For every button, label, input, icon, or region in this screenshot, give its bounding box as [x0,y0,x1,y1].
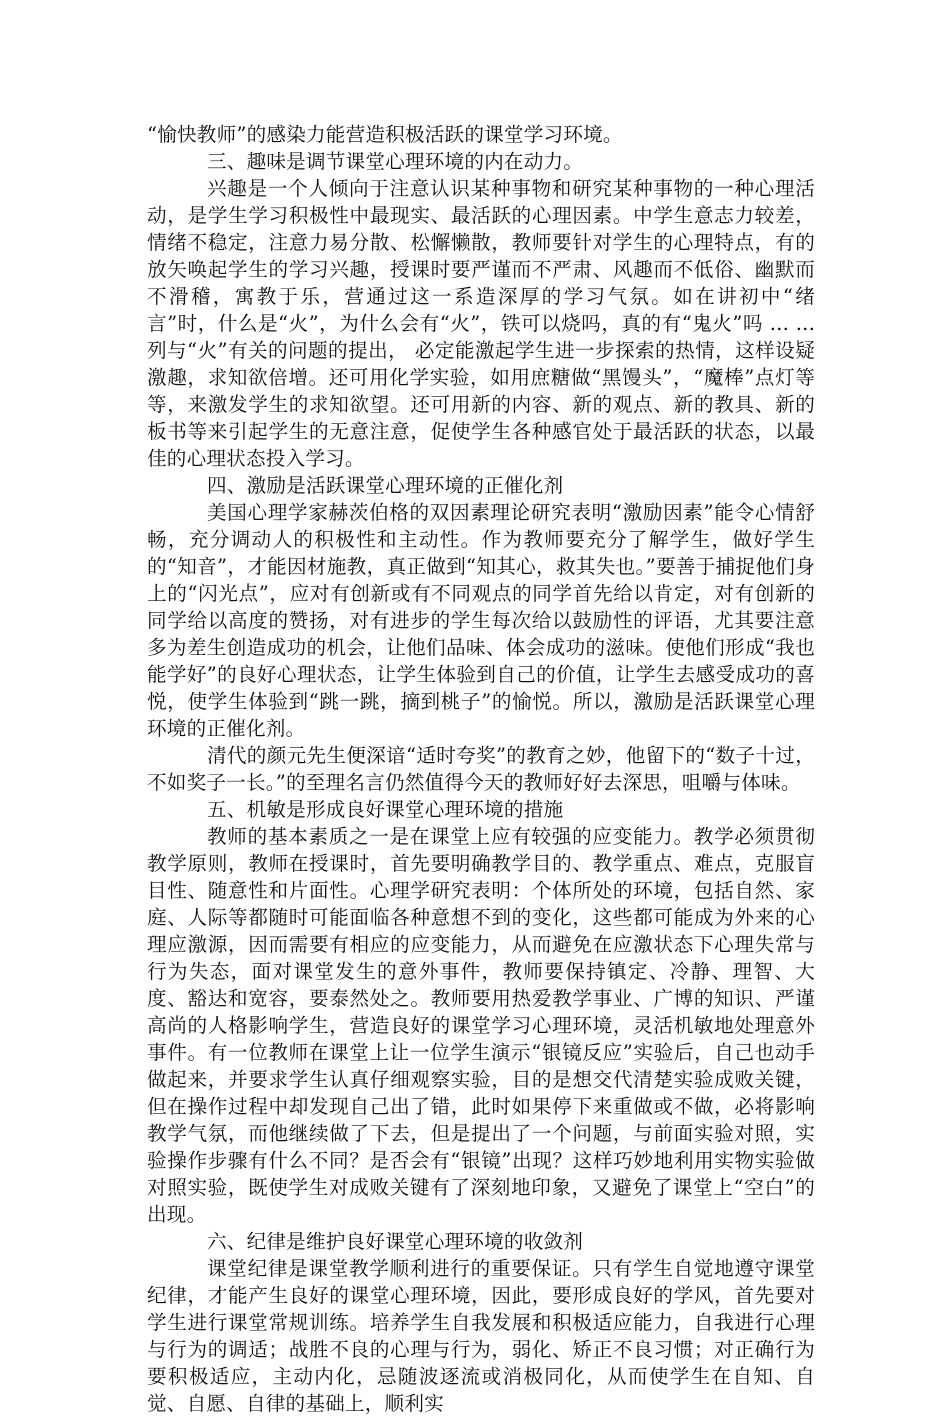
paragraph-interest: 兴趣是一个人倾向于注意认识某种事物和研究某种事物的一种心理活动，是学生学习积极性中最现实、最活跃的心理因素。中学生意志力较差，情绪不稳定，注意力易分散、松懈懒散，教师要针对学生的心理特点，有的放矢唤起学生的学习兴趣，授课时要严谨而不严肃、风趣而不低俗、幽默而不滑稽，寓教于乐，营通过这一系造深厚的学习气氛。如在讲初中“绪言”时，什么是“火”，为什么会有“火”，铁可以烧吗，真的有“鬼火”吗 ... ...列与“火”有关的问题的提出， 必定能激起学生进一步探索的热情，这样设疑激趣，求知欲倍增。还可用化学实验，如用庶糖做“黑馒头”，“魔棒”点灯等等，来激发学生的求知欲望。还可用新的内容、新的观点、新的教具、新的板书等来引起学生的无意注意，促使学生各种感官处于最活跃的状态，以最佳的心理状态投入学习。 [147,177,815,470]
document-body [147,121,815,1417]
section-heading-4: 四、激励是活跃课堂心理环境的正催化剂 [207,474,564,497]
paragraph-yan-yuan: 清代的颜元先生便深谙“适时夸奖”的教育之妙，他留下的“数子十过，不如奖子一长。”的至理名言仍然值得今天的教师好好去深思，咀嚼与体味。 [147,744,815,794]
paragraph-continuation: “愉快教师”的感染力能营造积极活跃的课堂学习环境。 [147,123,623,146]
paragraph-adaptability: 教师的基本素质之一是在课堂上应有较强的应变能力。教学必须贯彻教学原则，教师在授课时，首先要明确教学目的、教学重点、难点，克服盲目性、随意性和片面性。心理学研究表明：个体所处的环境，包括自然、家庭、人际等都随时可能面临各种意想不到的变化，这些都可能成为外来的心理应激源，因而需要有相应的应变能力，从而避免在应激状态下心理失常与行为失态，面对课堂发生的意外事件，教师要保持镇定、冷静、理智、大度、豁达和宽容，要泰然处之。教师要用热爱教学事业、广博的知识、严谨高尚的人格影响学生，营造良好的课堂学习心理环境，灵活机敏地处理意外事件。有一位教师在课堂上让一位学生演示“银镜反应”实验后，自己也动手做起来，并要求学生认真仔细观察实验，目的是想交代清楚实验成败关键，但在操作过程中却发现自己出了错，此时如果停下来重做或不做，必将影响教学气氛，而他继续做了下去，但是提出了一个问题，与前面实验对照，实验操作步骤有什么不同？是否会有“银镜”出现？这样巧妙地利用实物实验做对照实验，既使学生对成败关键有了深刻地印象，又避免了课堂上“空白”的出现。 [147,825,815,1226]
section-heading-6: 六、纪律是维护良好课堂心理环境的收敛剂 [207,1230,584,1253]
section-heading-3: 三、趣味是调节课堂心理环境的内在动力。 [207,150,584,173]
paragraph-discipline: 课堂纪律是课堂教学顺利进行的重要保证。只有学生自觉地遵守课堂纪律，才能产生良好的课堂心理环境，因此，要形成良好的学风，首先要对学生进行课堂常规训练。培养学生自我发展和积极适应能力，自我进行心理与行为的调适；战胜不良的心理与行为，弱化、矫正不良习惯；对正确行为要积极适应，主动内化，忌随波逐流或消极同化，从而使学生在自知、自觉、自愿、自律的基础上，顺利实 [147,1257,815,1415]
paragraph-motivation: 美国心理学家赫茨伯格的双因素理论研究表明“激励因素”能令心情舒畅，充分调动人的积极性和主动性。作为教师要充分了解学生，做好学生的“知音”，才能因材施教，真正做到“知其心，救其失也。”要善于捕捉他们身上的“闪光点”，应对有创新或有不同观点的同学首先给以肯定，对有创新的同学给以高度的赞扬，对有进步的学生每次给以鼓励性的评语，尤其要注意多为差生创造成功的机会，让他们品味、体会成功的滋味。使他们形成“我也能学好”的良好心理状态，让学生体验到自己的价值，让学生去感受成功的喜悦，使学生体验到“跳一跳，摘到桃子”的愉悦。所以，激励是活跃课堂心理环境的正催化剂。 [147,501,815,740]
section-heading-5: 五、机敏是形成良好课堂心理环境的措施 [207,798,564,821]
